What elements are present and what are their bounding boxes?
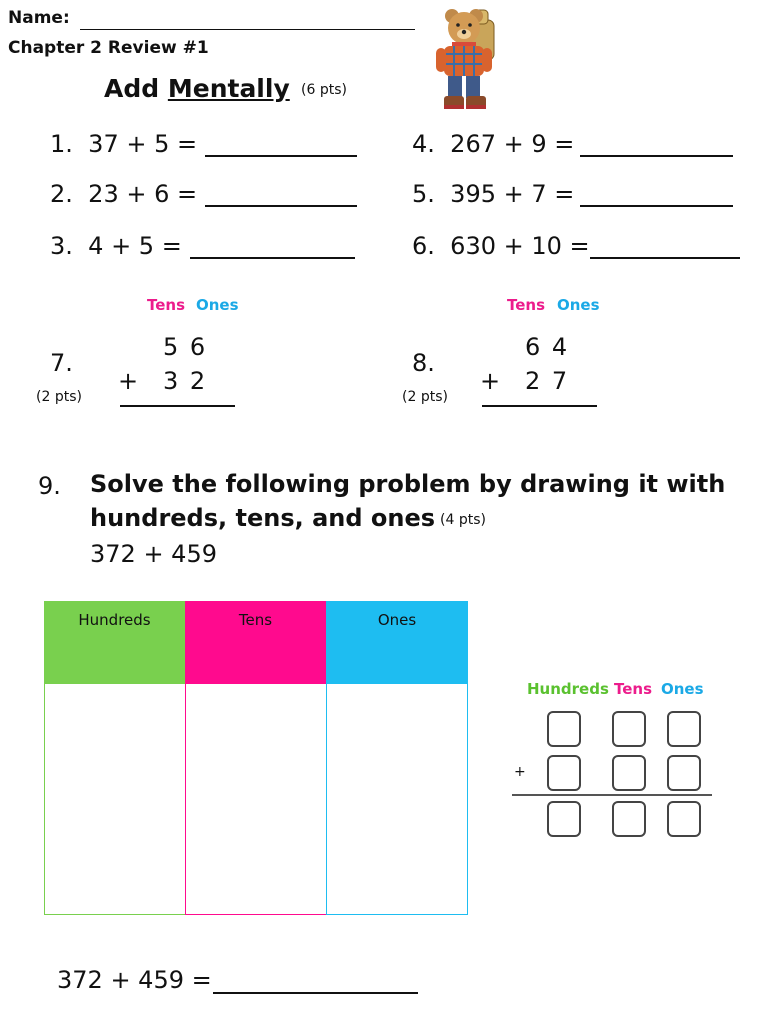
problem-9-points: (4 pts) xyxy=(440,512,486,528)
box-top-tens[interactable] xyxy=(612,711,646,747)
hundreds-drawing-cell[interactable] xyxy=(44,683,186,915)
problem-5: 5. 395 + 7 = xyxy=(412,180,575,208)
grid-sum-line xyxy=(512,794,712,796)
ones-label-8: Ones xyxy=(557,296,600,314)
ones-header xyxy=(326,601,468,683)
problem-9-text-line2: hundreds, tens, and ones xyxy=(90,504,436,532)
section1-points: (6 pts) xyxy=(301,82,347,98)
page-title: Chapter 2 Review #1 xyxy=(8,38,209,58)
answer-line-5[interactable] xyxy=(580,205,733,207)
problem-9-number: 9. xyxy=(38,472,61,500)
answer-line-4[interactable] xyxy=(580,155,733,157)
place-value-table xyxy=(44,601,468,914)
ones-header-label: Ones xyxy=(377,611,417,629)
problem-7-answer-line[interactable] xyxy=(120,405,235,407)
box-mid-tens[interactable] xyxy=(612,755,646,791)
answer-line-6[interactable] xyxy=(590,257,740,259)
problem-7-number: 7. xyxy=(50,349,73,377)
tens-header-label: Tens xyxy=(238,611,273,629)
name-line[interactable] xyxy=(80,29,415,30)
hundreds-header-label: Hundreds xyxy=(78,611,151,629)
hundreds-header xyxy=(44,601,185,683)
box-top-ones[interactable] xyxy=(667,711,701,747)
problem-7-bottom: 3 2 xyxy=(163,367,208,395)
problem-1: 1. 37 + 5 = xyxy=(50,130,198,158)
tens-drawing-cell[interactable] xyxy=(185,683,327,915)
box-mid-hundreds[interactable] xyxy=(547,755,581,791)
box-sum-hundreds[interactable] xyxy=(547,801,581,837)
grid-tens-label: Tens xyxy=(614,680,653,698)
grid-hundreds-label: Hundreds xyxy=(527,680,609,698)
problem-8-answer-line[interactable] xyxy=(482,405,597,407)
problem-3: 3. 4 + 5 = xyxy=(50,232,182,260)
problem-9-expression: 372 + 459 xyxy=(90,540,217,568)
name-label: Name: xyxy=(8,8,70,28)
problem-7-top: 5 6 xyxy=(163,333,208,361)
ones-label-7: Ones xyxy=(196,296,239,314)
problem-4: 4. 267 + 9 = xyxy=(412,130,575,158)
tens-header xyxy=(185,601,326,683)
problem-6: 6. 630 + 10 = xyxy=(412,232,590,260)
problem-8-plus: + xyxy=(480,367,501,395)
problem-7-points: (2 pts) xyxy=(36,389,82,405)
answer-line-2[interactable] xyxy=(205,205,357,207)
ones-drawing-cell[interactable] xyxy=(326,683,468,915)
box-mid-ones[interactable] xyxy=(667,755,701,791)
grid-ones-label: Ones xyxy=(661,680,704,698)
final-expression: 372 + 459 = xyxy=(57,966,212,994)
tens-label-7: Tens xyxy=(147,296,186,314)
problem-2: 2. 23 + 6 = xyxy=(50,180,198,208)
answer-line-1[interactable] xyxy=(205,155,357,157)
grid-plus-sign: + xyxy=(514,764,526,780)
box-sum-ones[interactable] xyxy=(667,801,701,837)
tens-label-8: Tens xyxy=(507,296,546,314)
box-sum-tens[interactable] xyxy=(612,801,646,837)
problem-8-top: 6 4 xyxy=(525,333,570,361)
problem-8-number: 8. xyxy=(412,349,435,377)
problem-7-plus: + xyxy=(118,367,139,395)
final-answer-line[interactable] xyxy=(213,992,418,994)
section1-heading: Add Mentally xyxy=(104,74,290,103)
problem-8-bottom: 2 7 xyxy=(525,367,570,395)
box-top-hundreds[interactable] xyxy=(547,711,581,747)
problem-8-points: (2 pts) xyxy=(402,389,448,405)
answer-line-3[interactable] xyxy=(190,257,355,259)
bear-hiker-icon xyxy=(430,2,502,114)
problem-9-text-line1: Solve the following problem by drawing it with xyxy=(90,470,726,498)
